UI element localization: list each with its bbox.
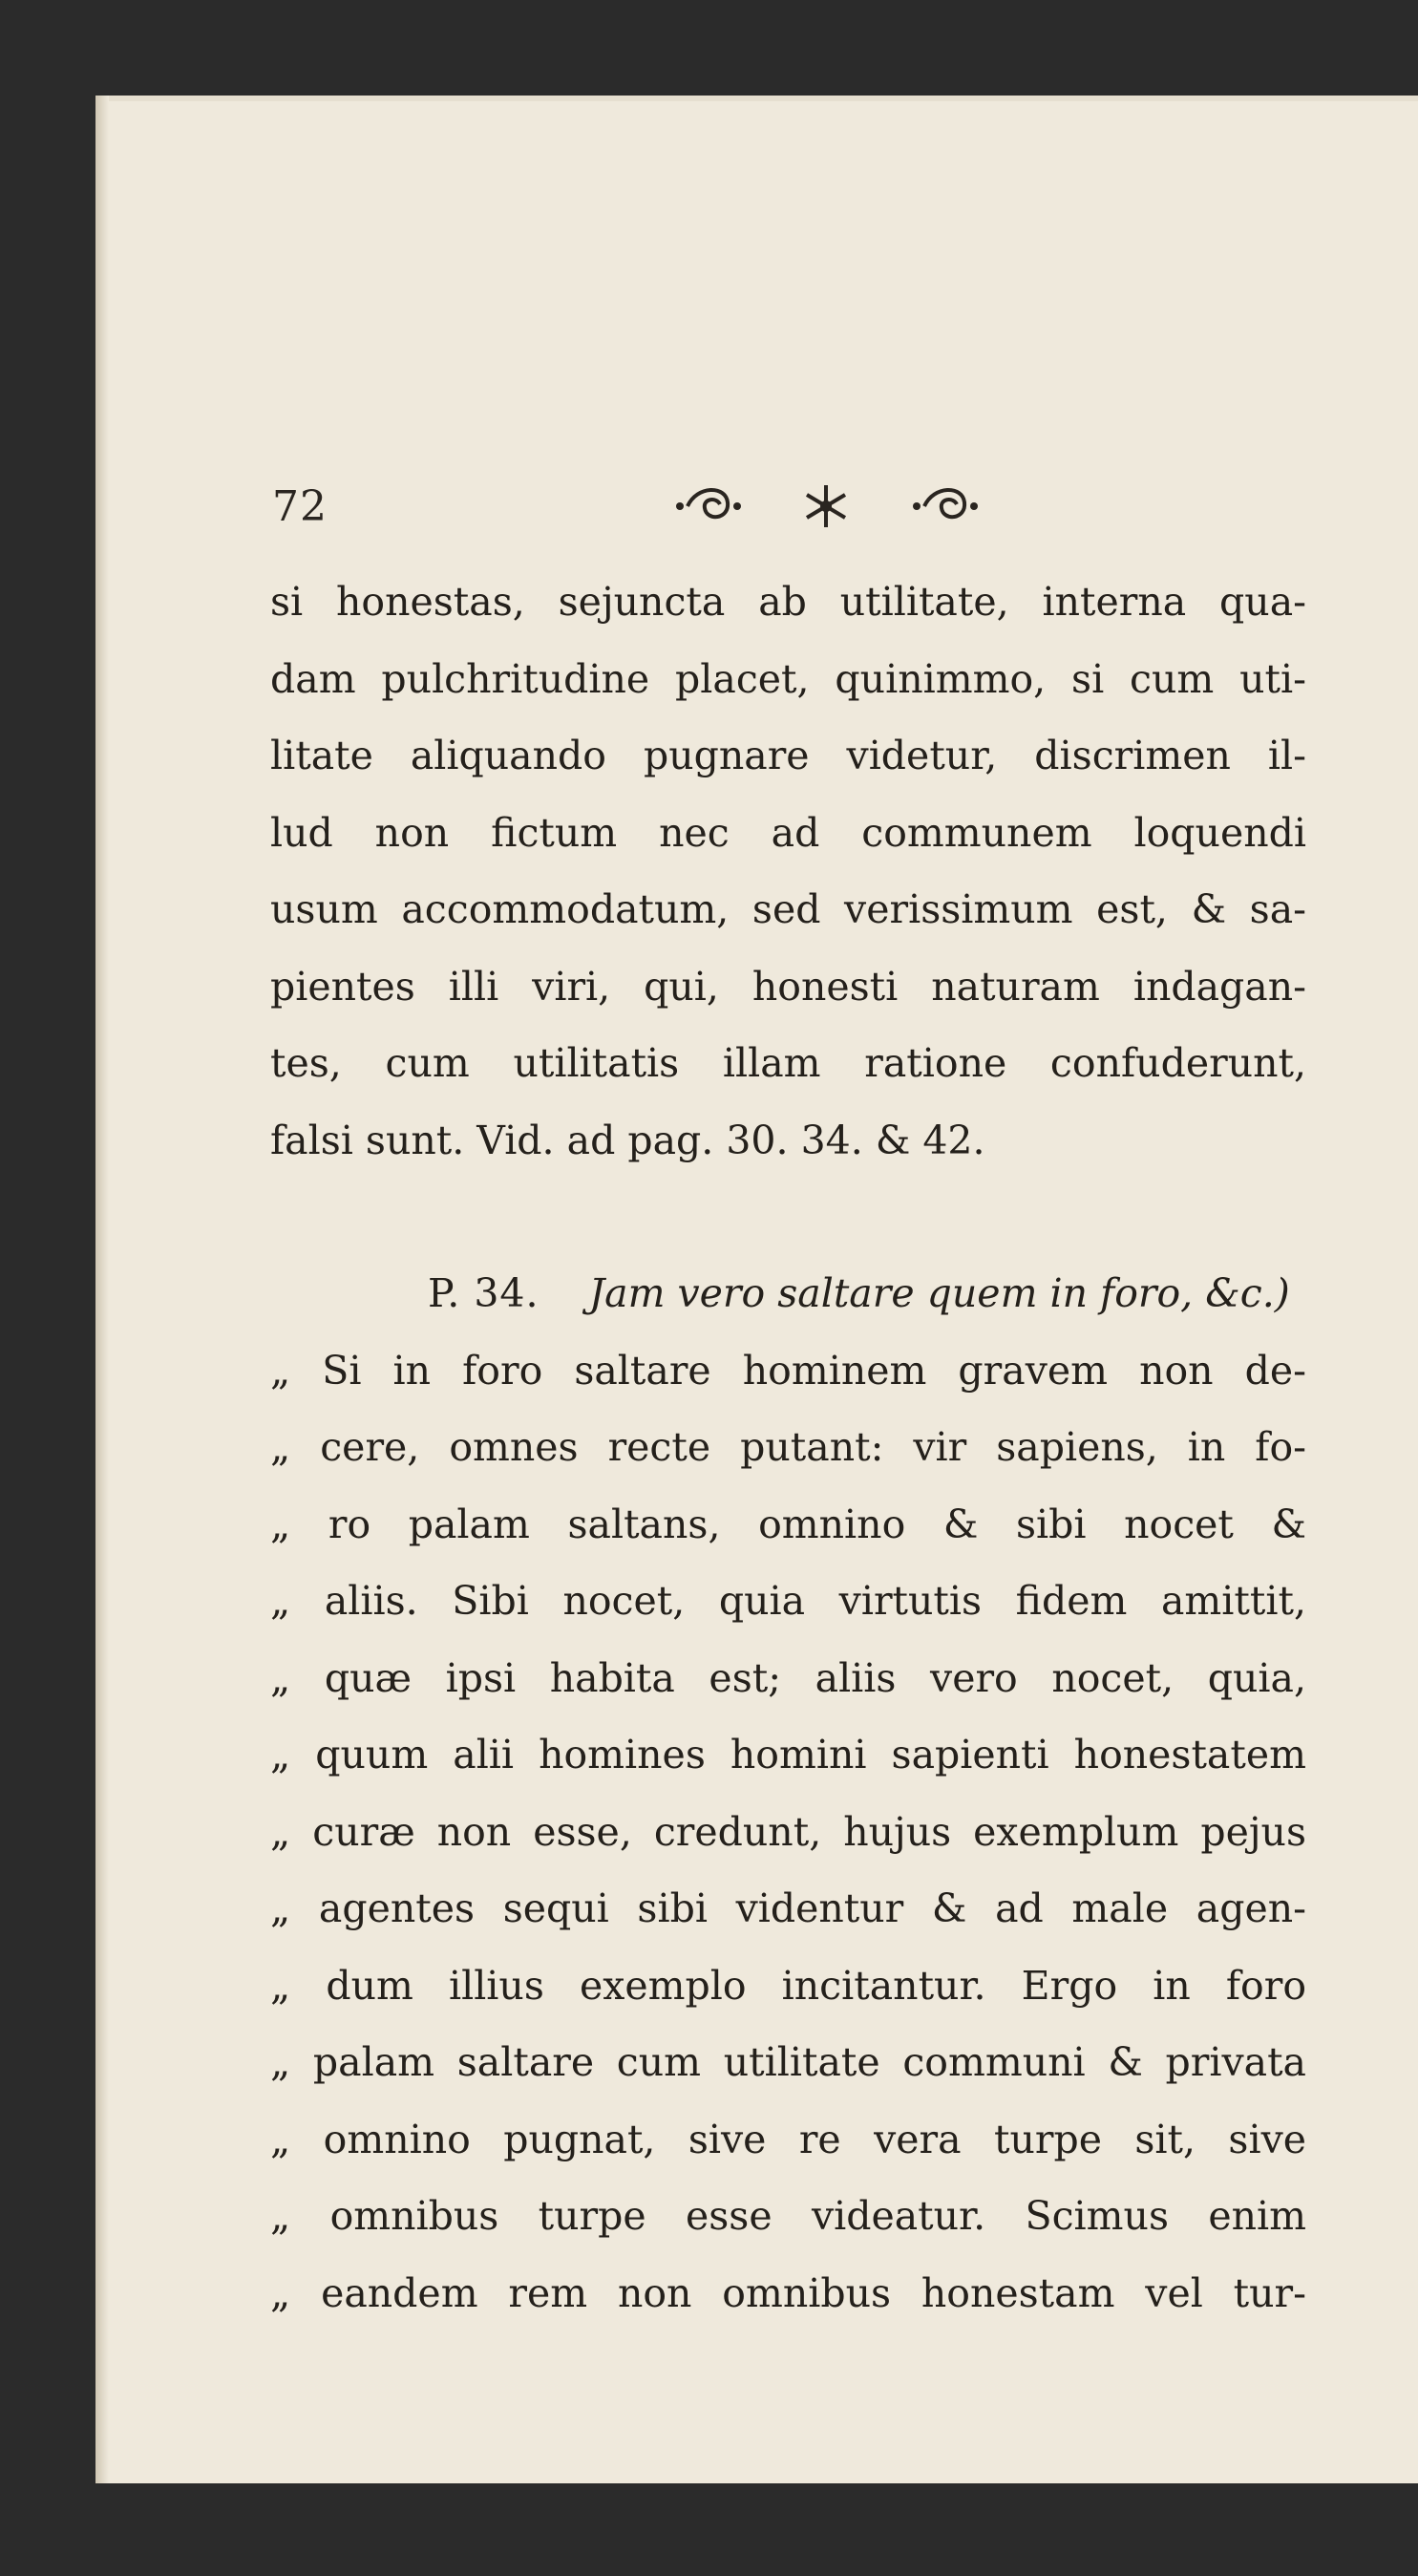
paragraph-gap [270, 1179, 1306, 1255]
text-line: „ aliis. Sibi nocet, quia virtutis fidem amittit, [270, 1578, 1306, 1624]
text-line: „ agentes sequi sibi videntur & ad male agen- [270, 1885, 1306, 1931]
page-reference: P. 34. [428, 1270, 540, 1316]
paragraph-heading [270, 1255, 1306, 1332]
text-line: „ quæ ipsi habita est; aliis vero nocet, quia, [270, 1654, 1306, 1701]
text-line: „ ro palam saltans, omnino & sibi nocet & [270, 1501, 1306, 1547]
text-line: falsi sunt. Vid. ad pag. 30. 34. & 42. [270, 1117, 985, 1163]
text-line: „ cere, omnes recte putant: vir sapiens, in fo- [270, 1424, 1306, 1470]
text-line: „ omnibus turpe esse videatur. Scimus enim [270, 2193, 1306, 2239]
text-line: „ palam saltare cum utilitate communi & privata [270, 2039, 1306, 2085]
page-text [270, 564, 1306, 2331]
text-line: tes, cum utilitatis illam ratione confuderunt, [270, 1040, 1306, 1086]
text-line: „ omnino pugnat, sive re vera turpe sit, sive [270, 2116, 1306, 2162]
text-line: „ Si in foro saltare hominem gravem non de- [270, 1347, 1306, 1394]
text-line: „ quum alii homines homini sapienti honestatem [270, 1732, 1306, 1778]
text-line: „ eandem rem non omnibus honestam vel tur- [270, 2269, 1306, 2316]
text-line: litate aliquando pugnare videtur, discrimen il- [270, 733, 1306, 778]
text-line: dam pulchritudine placet, quinimmo, si cum uti- [270, 655, 1306, 702]
text-line: „ dum illius exemplo incitantur. Ergo in foro [270, 1962, 1306, 2009]
book-page [95, 96, 1418, 2483]
page-header [272, 478, 1323, 544]
page-number: 72 [272, 482, 328, 531]
text-line: si honestas, sejuncta ab utilitate, interna qua- [270, 579, 1306, 625]
text-line: lud non fictum nec ad communem loquendi [270, 809, 1306, 856]
text-line: usum accommodatum, sed verissimum est, & sa- [270, 886, 1306, 932]
lemma: Jam vero saltare quem in foro, &c.) [588, 1270, 1290, 1316]
ornament-headpiece-icon [668, 478, 984, 535]
text-line: pientes illi viri, qui, honesti naturam indagan- [270, 963, 1306, 1010]
text-line: „ curæ non esse, credunt, hujus exemplum pejus [270, 1808, 1306, 1855]
